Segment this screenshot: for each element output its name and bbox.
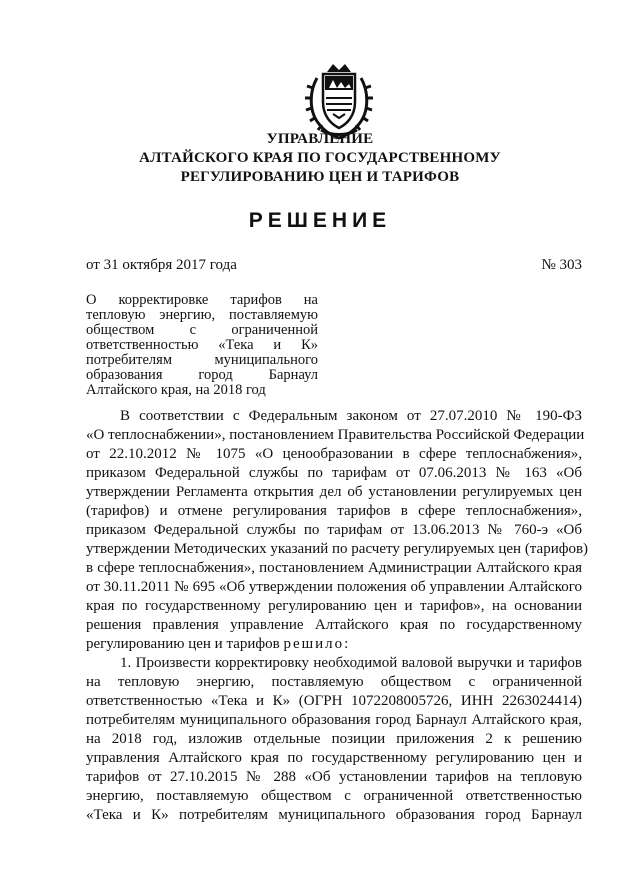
body-line: приказом Федеральной службы по тарифам от 07.06.2013 № 163 «Об bbox=[86, 465, 582, 481]
decided-prefix: регулированию цен и тарифов bbox=[86, 636, 284, 652]
body-line: В соответствии с Федеральным законом от 27.07.2010 № 190-ФЗ bbox=[120, 408, 582, 424]
document-body bbox=[86, 407, 589, 825]
issuer-header bbox=[0, 130, 640, 187]
subject-line: О корректировке тарифов на bbox=[86, 292, 318, 308]
body-line: энергию, поставляемую обществом с ограниченной ответственностью bbox=[86, 788, 582, 804]
subject-line: Алтайского края, на 2018 год bbox=[86, 382, 266, 398]
header-line-2: АЛТАЙСКОГО КРАЯ ПО ГОСУДАРСТВЕННОМУ bbox=[139, 150, 501, 166]
body-line: на 2018 год, изложив отдельные позиции приложения 2 к решению bbox=[86, 731, 582, 747]
subject-line: ответственностью «Тека и К» bbox=[86, 337, 318, 353]
body-line: утверждении Регламента открытия дел об установлении регулируемых цен bbox=[86, 484, 582, 500]
subject-line: обществом с ограниченной bbox=[86, 322, 318, 338]
header-line-3: РЕГУЛИРОВАНИЮ ЦЕН И ТАРИФОВ bbox=[180, 169, 460, 185]
body-line: управления Алтайского края по государственному регулированию цен и bbox=[86, 750, 582, 766]
subject-line: образования город Барнаул bbox=[86, 367, 318, 383]
body-line: «О теплоснабжении», постановлением Правительства Российской Федерации bbox=[86, 427, 585, 443]
body-line: приказом Федеральной службы по тарифам от 13.06.2013 № 760-э «Об bbox=[86, 522, 582, 538]
subject-line: потребителям муниципального bbox=[86, 352, 318, 368]
body-line: потребителям муниципального образования город Барнаул Алтайского края, bbox=[86, 712, 582, 728]
decided-line bbox=[86, 635, 582, 654]
header-line-1: УПРАВЛЕНИЕ bbox=[266, 131, 374, 147]
decided-suffix: : bbox=[344, 636, 349, 652]
body-line: края по государственному регулированию цен и тарифов», на основании bbox=[86, 598, 582, 614]
document-title: РЕШЕНИЕ bbox=[248, 209, 392, 232]
body-line: от 22.10.2012 № 1075 «О ценообразовании в сфере теплоснабжения», bbox=[86, 446, 582, 462]
document-date: от 31 октября 2017 года bbox=[86, 257, 237, 273]
body-line: утверждении Методических указаний по расчету регулируемых цен (тарифов) bbox=[86, 541, 589, 557]
subject-line: тепловую энергию, поставляемую bbox=[86, 307, 318, 323]
document-number: № 303 bbox=[541, 257, 582, 273]
body-line: от 30.11.2011 № 695 «Об утверждении положения об управлении Алтайского bbox=[86, 579, 582, 595]
body-line: на тепловую энергию, поставляемую обществом с ограниченной bbox=[86, 674, 582, 690]
body-line: решения правления управление Алтайского края по государственному bbox=[86, 617, 582, 633]
body-line: тарифов от 27.10.2015 № 288 «Об установлении тарифов на тепловую bbox=[86, 769, 582, 785]
body-line: 1. Произвести корректировку необходимой валовой выручки и тарифов bbox=[120, 655, 582, 671]
body-line: в сфере теплоснабжения», постановлением Администрации Алтайского края bbox=[86, 560, 582, 576]
body-line: «Тека и К» потребителям муниципального образования город Барнаул bbox=[86, 807, 582, 823]
decided-word: решило bbox=[283, 636, 345, 652]
body-line: (тарифов) и отмене регулирования тарифов в сфере теплоснабжения», bbox=[86, 503, 582, 519]
body-line: ответственностью «Тека и К» (ОГРН 1072208005726, ИНН 2263024414) bbox=[86, 693, 582, 709]
document-subject bbox=[86, 293, 318, 398]
